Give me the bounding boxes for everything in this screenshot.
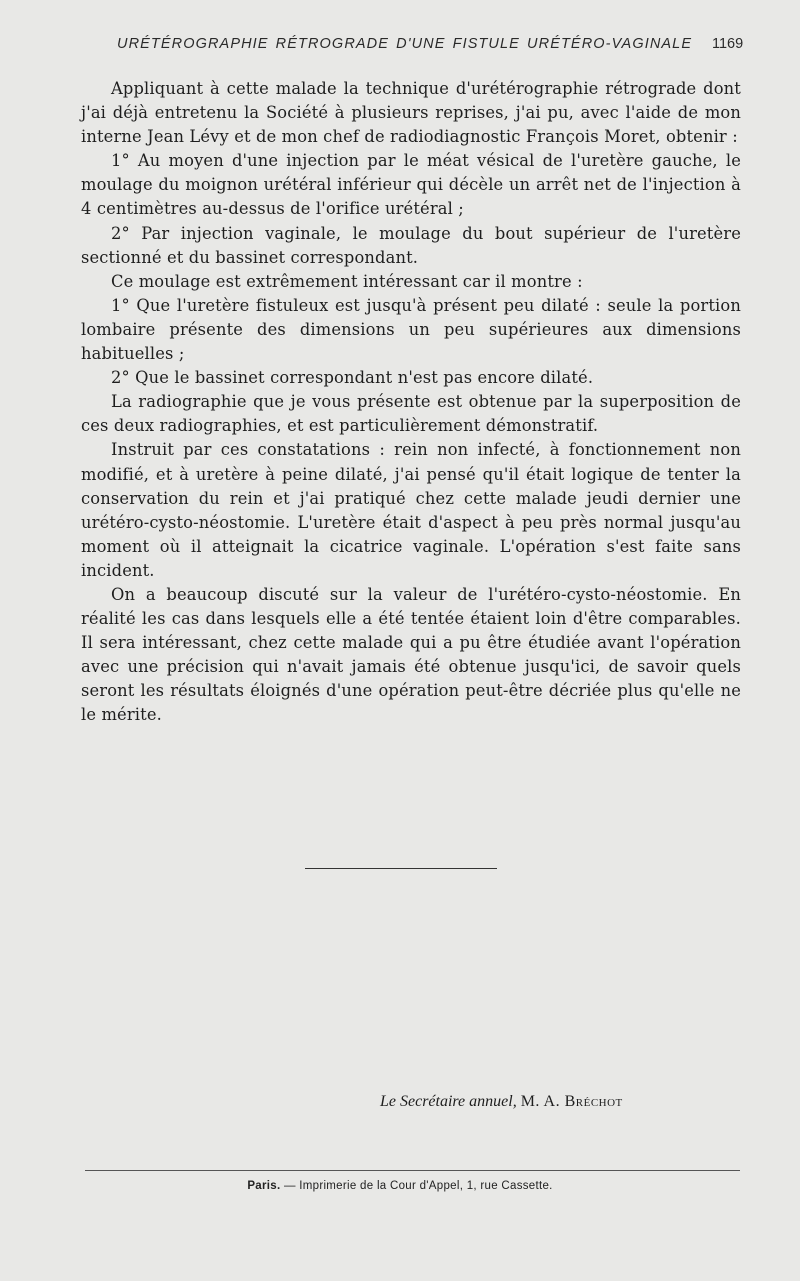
paragraph: Appliquant à cette malade la technique d'urétérographie rétrograde dont j'ai déjà entretenu la Société à plusieurs reprises, j'ai pu, avec l'aide de mon interne Jean Lévy et de mon chef de radiodiagnostic François Moret, obtenir : — [81, 79, 741, 147]
paragraph: 2° Que le bassinet correspondant n'est pas encore dilaté. — [111, 368, 594, 388]
signature-role: Le Secrétaire annuel, — [380, 1093, 517, 1110]
imprint-city: Paris. — [247, 1180, 281, 1192]
paragraph: 2° Par injection vaginale, le moulage du bout supérieur de l'uretère sectionné et du bassinet correspondant. — [81, 223, 741, 267]
running-head — [0, 36, 800, 56]
paragraph: 1° Au moyen d'une injection par le méat vésical de l'uretère gauche, le moulage du moignon urétéral inférieur qui décèle un arrêt net de l'injection à 4 centimètres au-dessus de l'orifice urétéral ; — [81, 151, 741, 219]
footer-divider — [85, 1170, 740, 1171]
signature-author: M. A. Bréchot — [520, 1093, 623, 1110]
signature — [380, 1093, 700, 1111]
section-divider — [305, 868, 497, 869]
paragraph: 1° Que l'uretère fistuleux est jusqu'à présent peu dilaté : seule la portion lombaire présente des dimensions un peu supérieures aux dimensions habituelles ; — [81, 295, 741, 364]
page-number: 1169 — [712, 36, 744, 52]
paragraph: La radiographie que je vous présente est obtenue par la superposition de ces deux radiographies, et est particulièrement démonstratif. — [81, 392, 741, 436]
paragraph: Instruit par ces constatations : rein non infecté, à fonctionnement non modifié, et à uretère à peine dilaté, j'ai pensé qu'il était logique de tenter la conservation du rein et j'ai pratiqué chez cette malade jeudi dernier une urétéro-cysto-néostomie. L'uretère était d'aspect à peu près normal jusqu'au moment où il atteignait la cicatrice vaginale. L'opération s'est faite sans incident. — [81, 440, 741, 580]
imprint-text: — Imprimerie de la Cour d'Appel, 1, rue Cassette. — [283, 1180, 553, 1192]
body-text — [81, 77, 741, 728]
paragraph: On a beaucoup discuté sur la valeur de l'urétéro-cysto-néostomie. En réalité les cas dans lesquels elle a été tentée étaient loin d'être comparables. Il sera intéressant, chez cette malade qui a pu être étudiée avant l'opération avec une précision qui n'avait jamais été obtenue jusqu'ici, de savoir quels seront les résultats éloignés d'une opération peut-être décriée plus qu'elle ne le mérite. — [81, 584, 741, 725]
imprint — [0, 1180, 800, 1192]
paragraph: Ce moulage est extrêmement intéressant car il montre : — [111, 271, 583, 291]
running-title: URÉTÉROGRAPHIE RÉTROGRADE D'UNE FISTULE URÉTÉRO-VAGINALE — [117, 36, 693, 52]
